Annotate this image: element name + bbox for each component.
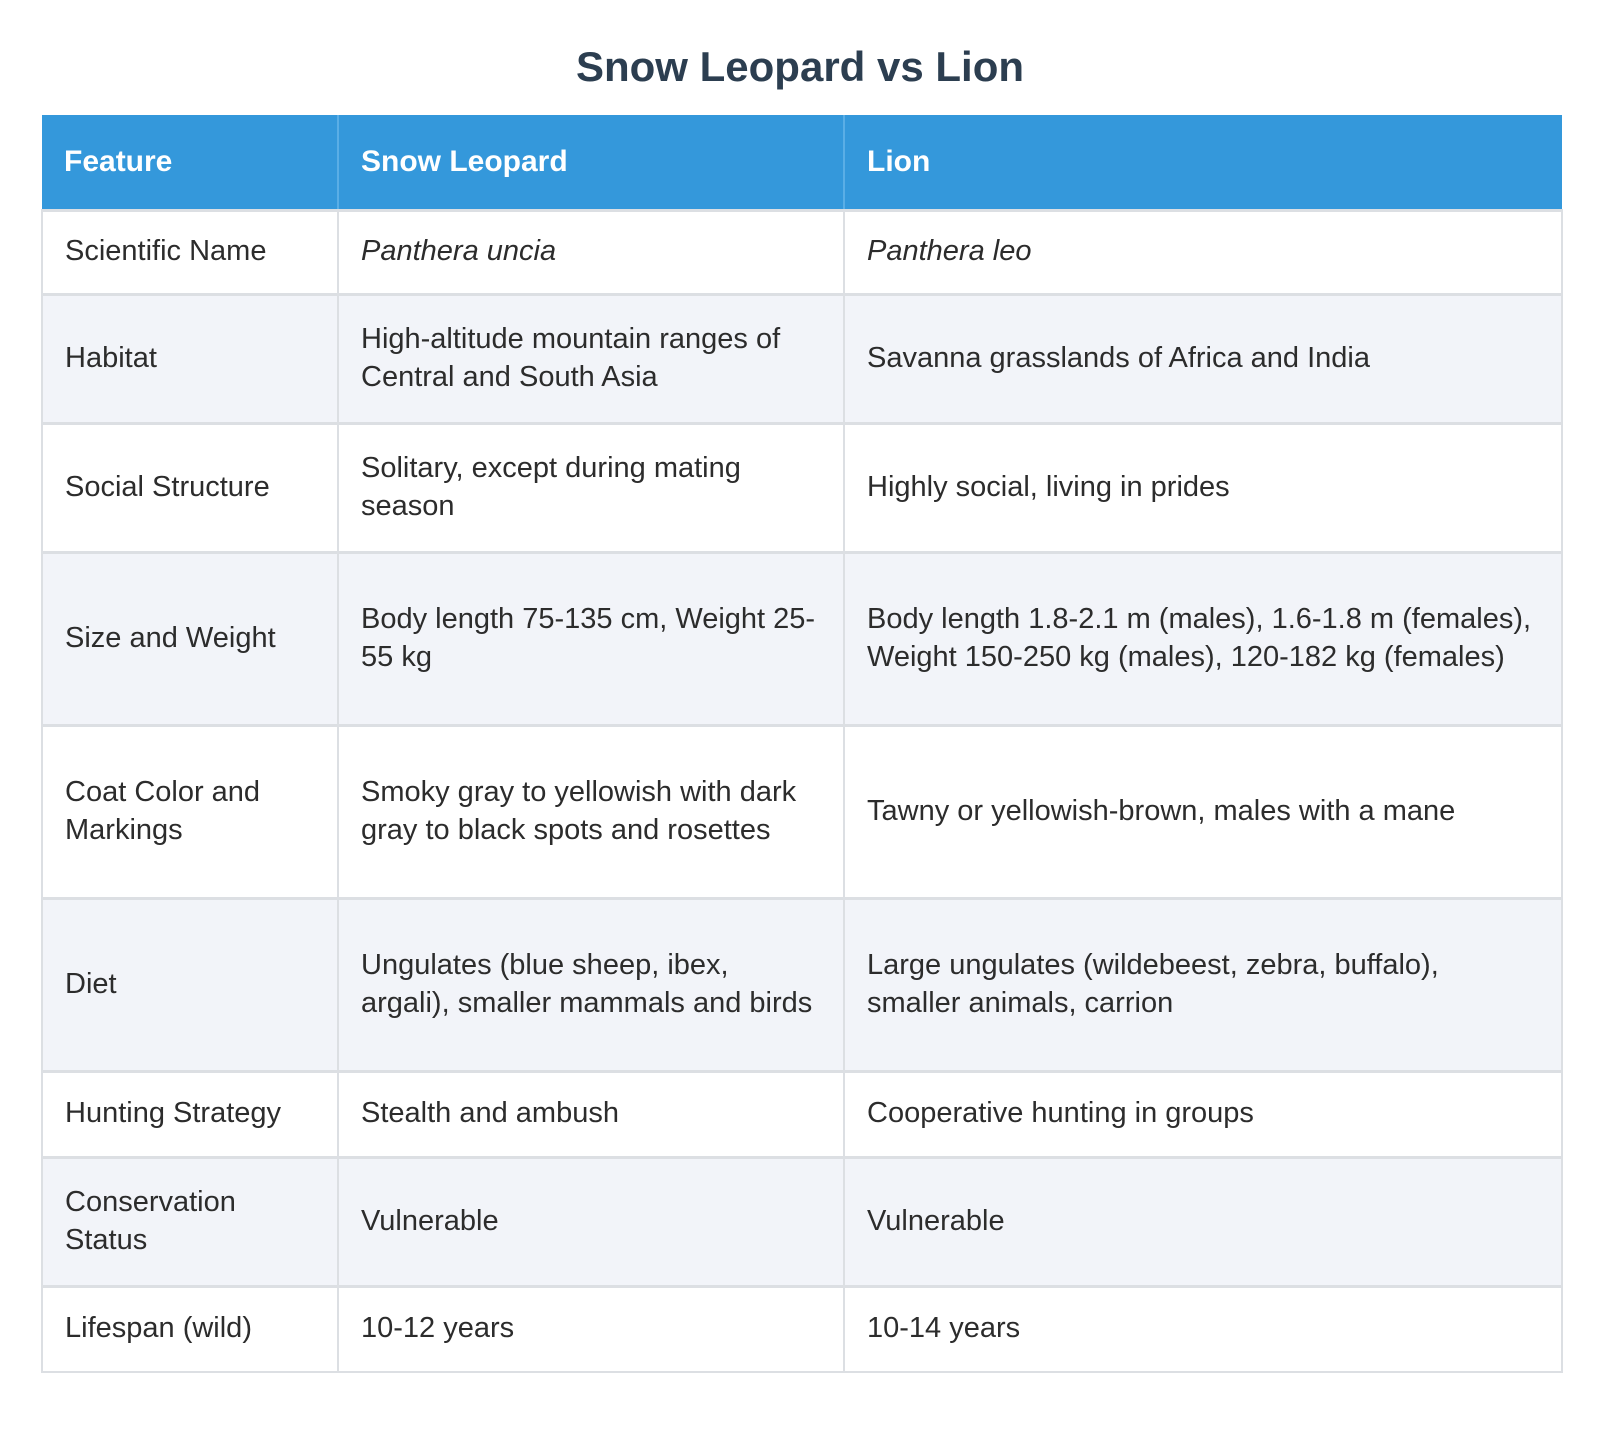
snow-leopard-cell: Body length 75-135 cm, Weight 25-55 kg <box>338 552 844 725</box>
snow-leopard-cell: High-altitude mountain ranges of Central and South Asia <box>338 294 844 423</box>
lion-cell: Panthera leo <box>844 210 1562 294</box>
table-row <box>42 1286 1562 1372</box>
snow-leopard-cell: Vulnerable <box>338 1157 844 1286</box>
lion-cell: Highly social, living in prides <box>844 423 1562 552</box>
comparison-table <box>41 115 1563 1373</box>
header-snow-leopard: Snow Leopard <box>338 115 844 210</box>
feature-cell: Lifespan (wild) <box>42 1286 338 1372</box>
feature-cell: Size and Weight <box>42 552 338 725</box>
feature-cell: Scientific Name <box>42 210 338 294</box>
feature-cell: Coat Color and Markings <box>42 725 338 898</box>
lion-cell: Tawny or yellowish-brown, males with a mane <box>844 725 1562 898</box>
table-row <box>42 725 1562 898</box>
snow-leopard-cell: Panthera uncia <box>338 210 844 294</box>
lion-cell: Large ungulates (wildebeest, zebra, buffalo), smaller animals, carrion <box>844 898 1562 1071</box>
header-feature: Feature <box>64 144 173 178</box>
table-row <box>42 898 1562 1071</box>
lion-cell: Body length 1.8-2.1 m (males), 1.6-1.8 m (females), Weight 150-250 kg (males), 120-182 kg (females) <box>844 552 1562 725</box>
snow-leopard-cell: Smoky gray to yellowish with dark gray to black spots and rosettes <box>338 725 844 898</box>
feature-cell: Conservation Status <box>42 1157 338 1286</box>
snow-leopard-cell: Ungulates (blue sheep, ibex, argali), smaller mammals and birds <box>338 898 844 1071</box>
snow-leopard-cell: 10-12 years <box>338 1286 844 1372</box>
table-row <box>42 423 1562 552</box>
table-header-row <box>42 115 1562 210</box>
lion-cell: Vulnerable <box>844 1157 1562 1286</box>
table-row <box>42 294 1562 423</box>
table-row <box>42 552 1562 725</box>
feature-cell: Habitat <box>42 294 338 423</box>
lion-cell: Cooperative hunting in groups <box>844 1071 1562 1157</box>
snow-leopard-cell: Stealth and ambush <box>338 1071 844 1157</box>
header-lion: Lion <box>844 115 1562 210</box>
lion-cell: 10-14 years <box>844 1286 1562 1372</box>
feature-cell: Hunting Strategy <box>42 1071 338 1157</box>
lion-cell: Savanna grasslands of Africa and India <box>844 294 1562 423</box>
table-row <box>42 210 1562 294</box>
feature-cell: Diet <box>42 898 338 1071</box>
table-row <box>42 1157 1562 1286</box>
table-row <box>42 1071 1562 1157</box>
feature-cell: Social Structure <box>42 423 338 552</box>
snow-leopard-cell: Solitary, except during mating season <box>338 423 844 552</box>
page-title: Snow Leopard vs Lion <box>575 43 1025 90</box>
